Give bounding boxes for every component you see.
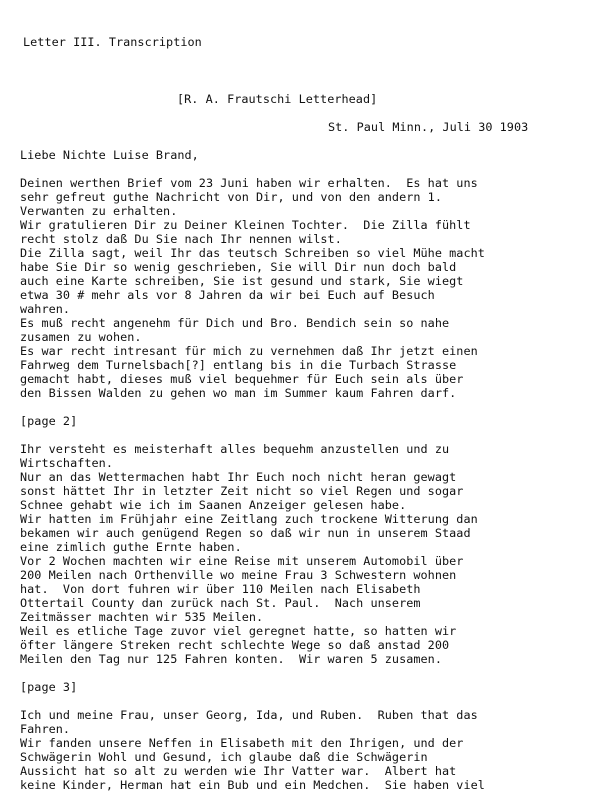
place-and-date: St. Paul Minn., Juli 30 1903 <box>328 120 529 134</box>
body-line: Ich und meine Frau, unser Georg, Ida, und Ruben. Ruben that das <box>20 708 478 722</box>
body-line: auch eine Karte schreiben, Sie ist gesund und stark, Sie wiegt <box>20 274 464 288</box>
body-line: habe Sie Dir so wenig geschrieben, Sie will Dir nun doch bald <box>20 260 457 274</box>
page-marker: [page 2] <box>20 414 78 428</box>
body-line: Deinen werthen Brief vom 23 Juni haben wir erhalten. Es hat uns <box>20 176 478 190</box>
letterhead-note: [R. A. Frautschi Letterhead] <box>177 92 378 106</box>
page-marker: [page 3] <box>20 680 78 694</box>
body-line: Wir fanden unsere Neffen in Elisabeth mit den Ihrigen, und der <box>20 736 464 750</box>
body-line: Wirtschaften. <box>20 456 113 470</box>
body-line: Ihr versteht es meisterhaft alles bequehm anzustellen und zu <box>20 442 450 456</box>
body-line: Schwägerin Wohl und Gesund, ich glaube daß die Schwägerin <box>20 750 428 764</box>
body-line: zusamen zu wohen. <box>20 330 142 344</box>
body-line: Fahren. <box>20 722 71 736</box>
body-line: Weil es etliche Tage zuvor viel geregnet hatte, so hatten wir <box>20 624 457 638</box>
body-line: 200 Meilen nach Orthenville wo meine Frau 3 Schwestern wohnen <box>20 568 457 582</box>
body-line: den Bissen Walden zu gehen wo man im Summer kaum Fahren darf. <box>20 386 457 400</box>
body-line: Ottertail County dan zurück nach St. Paul. Nach unserem <box>20 596 421 610</box>
body-line: keine Kinder, Herman hat ein Bub und ein Medchen. Sie haben viel <box>20 778 485 792</box>
body-line: Zeitmässer machten wir 535 Meilen. <box>20 610 264 624</box>
body-line: gemacht habt, dieses muß viel bequehmer für Euch sein als über <box>20 372 464 386</box>
body-line: Wir hatten im Frühjahr eine Zeitlang zuch trockene Witterung dan <box>20 512 478 526</box>
body-line: Vor 2 Wochen machten wir eine Reise mit unserem Automobil über <box>20 554 464 568</box>
document-heading: Letter III. Transcription <box>23 35 202 49</box>
body-line: sehr gefreut guthe Nachricht von Dir, und von den andern 1. <box>20 190 442 204</box>
body-line: recht stolz daß Du Sie nach Ihr nennen wilst. <box>20 232 342 246</box>
body-line: eine zimlich guthe Ernte haben. <box>20 540 242 554</box>
body-line: Die Zilla sagt, weil Ihr das teutsch Schreiben so viel Mühe macht <box>20 246 485 260</box>
body-line: Meilen den Tag nur 125 Fahren konten. Wir waren 5 zusamen. <box>20 652 442 666</box>
body-line: Aussicht hat so alt zu werden wie Ihr Vatter war. Albert hat <box>20 764 457 778</box>
body-line: Verwanten zu erhalten. <box>20 204 178 218</box>
body-line: Wir gratulieren Dir zu Deiner Kleinen Tochter. Die Zilla fühlt <box>20 218 471 232</box>
body-line: etwa 30 # mehr als vor 8 Jahren da wir bei Euch auf Besuch <box>20 288 435 302</box>
body-line: öfter längere Streken recht schlechte Wege so daß anstad 200 <box>20 638 450 652</box>
body-line: Nur an das Wettermachen habt Ihr Euch noch nicht heran gewagt <box>20 470 457 484</box>
body-line: sonst hättet Ihr in letzter Zeit nicht so viel Regen und sogar <box>20 484 464 498</box>
body-line: hat. Von dort fuhren wir über 110 Meilen nach Elisabeth <box>20 582 421 596</box>
body-line: Es war recht intresant für mich zu vernehmen daß Ihr jetzt einen <box>20 344 478 358</box>
body-line: Schnee gehabt wie ich im Saanen Anzeiger gelesen habe. <box>20 498 407 512</box>
body-line: bekamen wir auch genügend Regen so daß wir nun in unserem Staad <box>20 526 471 540</box>
salutation: Liebe Nichte Luise Brand, <box>20 148 199 162</box>
body-line: Es muß recht angenehm für Dich und Bro. Bendich sein so nahe <box>20 316 450 330</box>
body-line: Fahrweg dem Turnelsbach[?] entlang bis in die Turbach Strasse <box>20 358 457 372</box>
body-line: wahren. <box>20 302 71 316</box>
